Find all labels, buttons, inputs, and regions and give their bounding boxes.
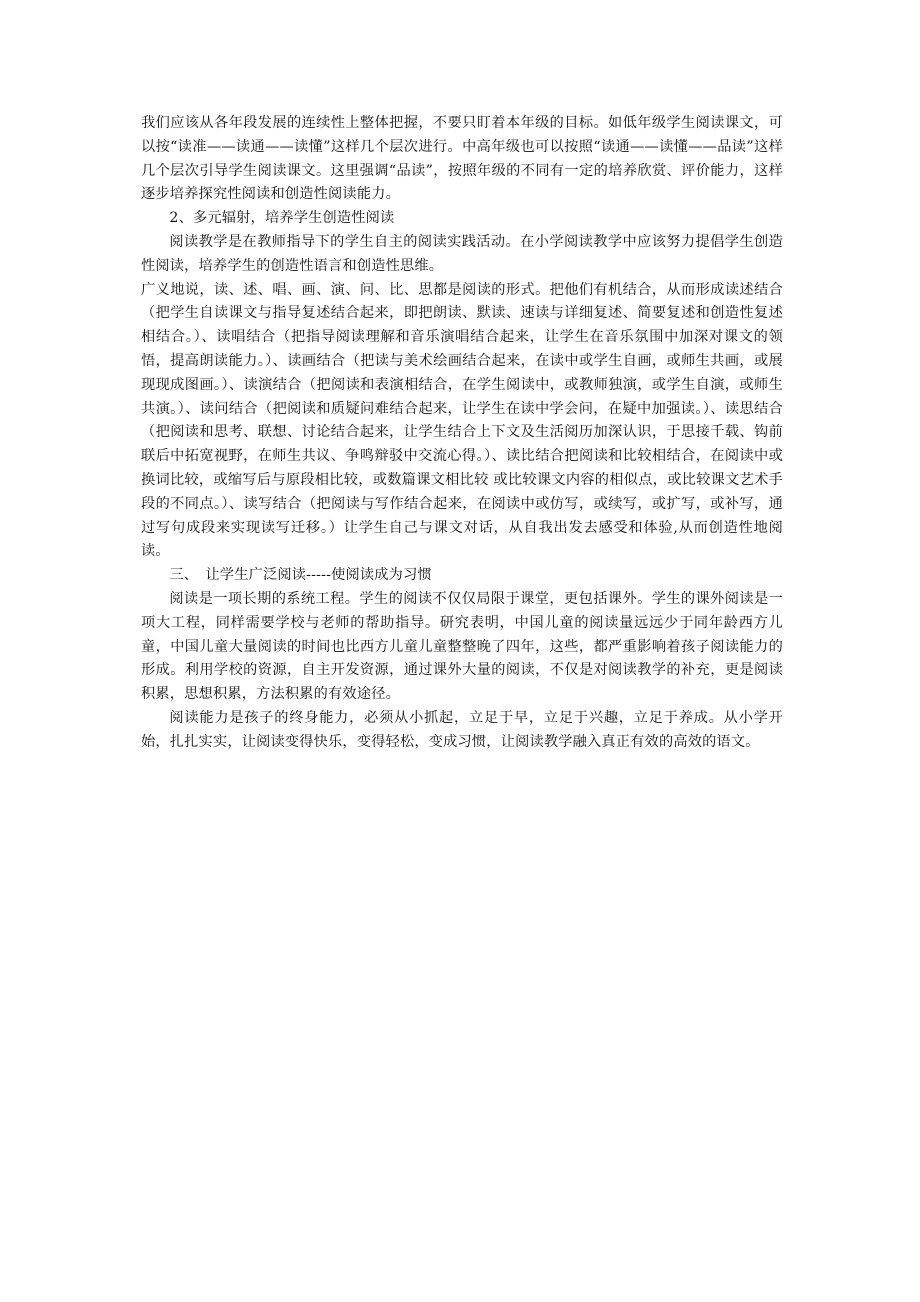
section-heading-creative-reading: 2、多元辐射，培养学生创造性阅读 [169, 210, 395, 227]
section-heading-wide-reading: 三、 让学生广泛阅读-----使阅读成为习惯 [169, 567, 432, 584]
paragraph-reading-teaching: 阅读教学是在教师指导下的学生自主的阅读实践活动。在小学阅读教学中应该努力提倡学生创造性阅读，培养学生的创造性语言和创造性思维。 [141, 233, 783, 274]
paragraph-reading-forms: 广义地说，读、述、唱、画、演、问、比、思都是阅读的形式。把他们有机结合，从而形成读述结合（把学生自读课文与指导复述结合起来，即把朗读、默读、速读与详细复述、简要复述和创造性复述相结合。）、读唱结合（把指导阅读理解和音乐演唱结合起来，让学生在音乐氛围中加深对课文的领悟，提高朗读能力。）、读画结合（把读与美术绘画结合起来，在读中或学生自画，或师生共画，或展现现成图画。）、读演结合（把阅读和表演相结合，在学生阅读中，或教师独演，或学生自演，或师生共演。）、读问结合（把阅读和质疑问难结合起来，让学生在读中学会问，在疑中加强读。）、读思结合（把阅读和思考、联想、讨论结合起来，让学生结合上下文及生活阅历加深认识，于思接千载、钩前联后中拓宽视野，在师生共议、争鸣辩驳中交流心得。）、读比结合把阅读和比较相结合，在阅读中或换词比较，或缩写后与原段相比较，或数篇课文相比较 或比较课文内容的相似点，或比较课文艺术手段的不同点。）、读写结合（把阅读与写作结合起来，在阅读中或仿写，或续写，或扩写，或补写，通过写句成段来实现读写迁移。）让学生自己与课文对话，从自我出发去感受和体验,从而创造性地阅读。 [141, 281, 783, 560]
paragraph-continuity: 我们应该从各年段发展的连续性上整体把握，不要只盯着本年级的目标。如低年级学生阅读课文，可以按“读准——读通——读懂”这样几个层次进行。中高年级也可以按照“读通——读懂——品读”这样几个层次引导学生阅读课文。这里强调“品读”，按照年级的不同有一定的培养欣赏、评价能力，这样逐步培养探究性阅读和创造性阅读能力。 [141, 115, 783, 203]
paragraph-lifelong-ability: 阅读能力是孩子的终身能力，必须从小抓起，立足于早，立足于兴趣，立足于养成。从小学开始，扎扎实实，让阅读变得快乐，变得轻松，变成习惯，让阅读教学融入真正有效的高效的语文。 [141, 709, 783, 750]
paragraph-long-term-project: 阅读是一项长期的系统工程。学生的阅读不仅仅局限于课堂，更包括课外。学生的课外阅读是一项大工程，同样需要学校与老师的帮助指导。研究表明，中国儿童的阅读量远远少于同年龄西方儿童，中国儿童大量阅读的时间也比西方儿童儿童整整晚了四年，这些，都严重影响着孩子阅读能力的形成。利用学校的资源，自主开发资源，通过课外大量的阅读，不仅是对阅读教学的补充，更是阅读积累，思想积累，方法积累的有效途径。 [141, 590, 783, 703]
document-page [141, 112, 783, 755]
